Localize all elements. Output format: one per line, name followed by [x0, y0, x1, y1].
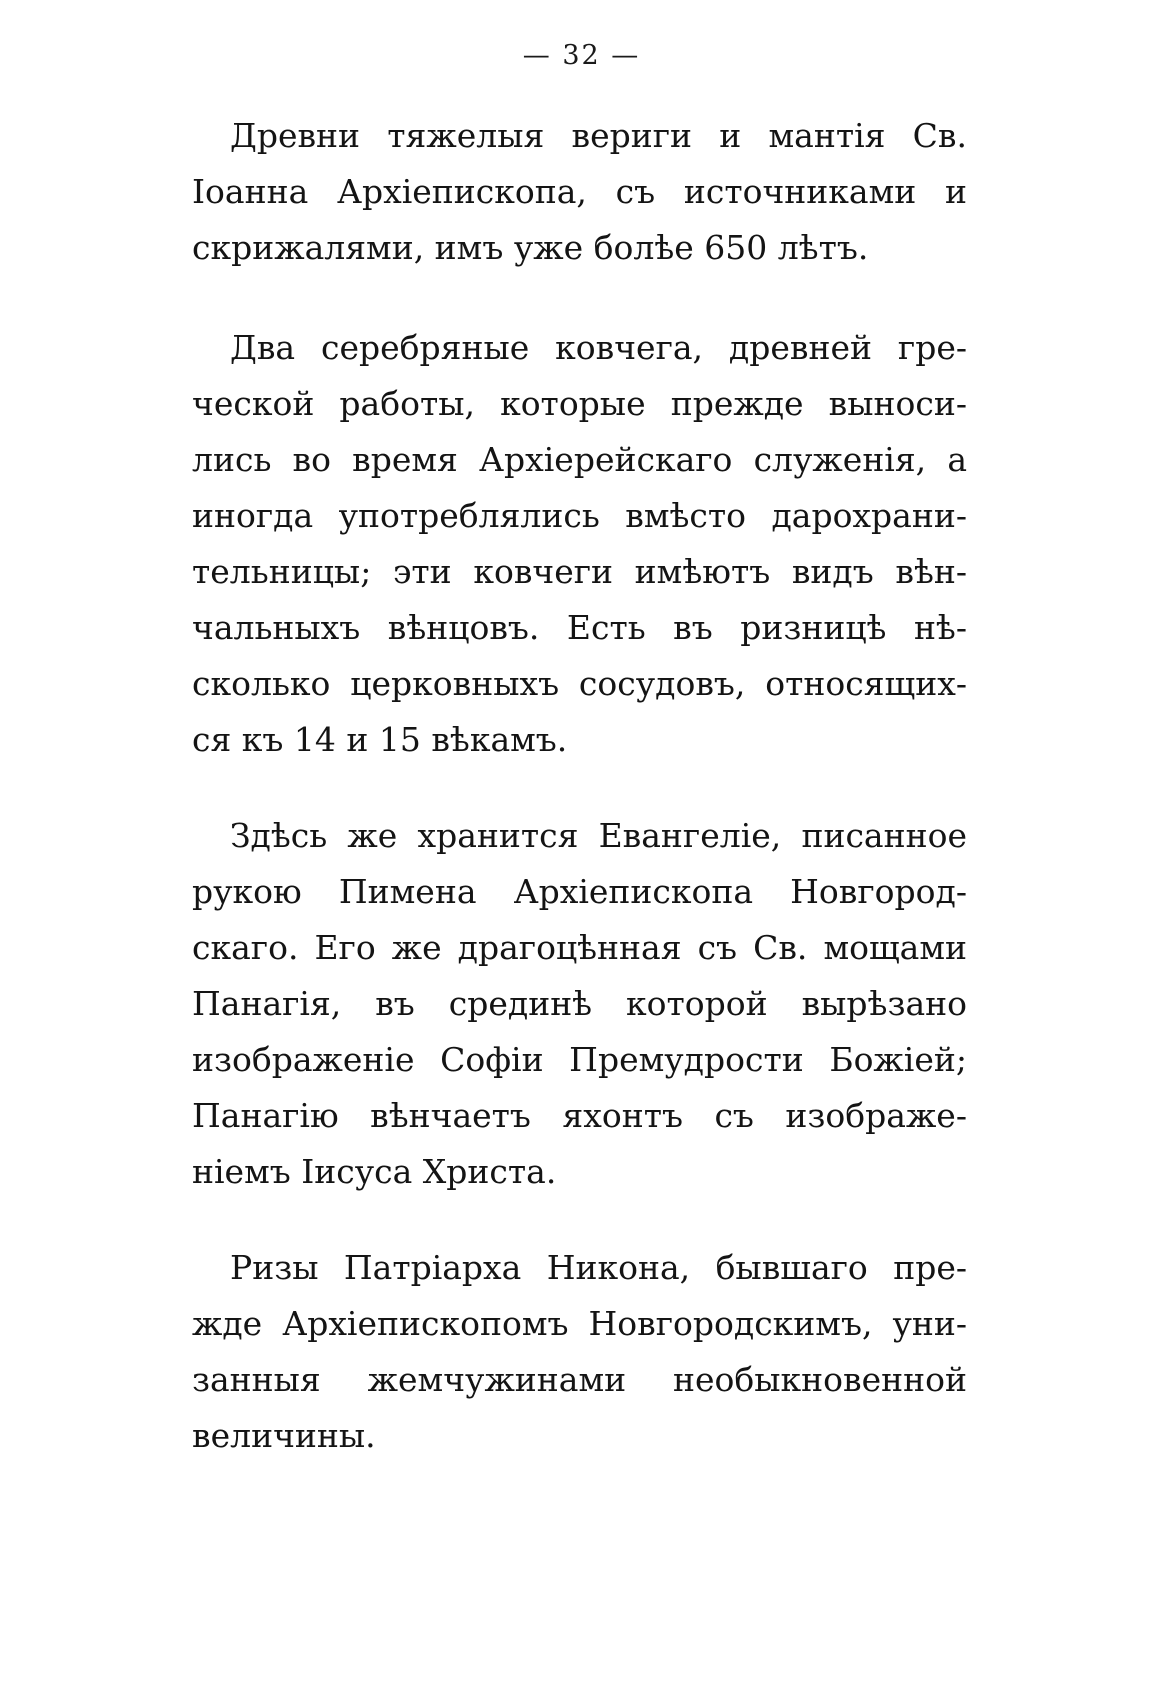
text-line: сколько церковныхъ сосудовъ, относящих-	[192, 664, 967, 703]
text-line: Панагія, въ срединѣ которой вырѣзано	[192, 984, 967, 1023]
text-line: тельницы; эти ковчеги имѣютъ видъ вѣн-	[192, 552, 967, 591]
text-line: Іоанна Архіепископа, съ источниками и	[192, 172, 967, 211]
paragraph-vestments-chains	[192, 108, 967, 276]
paragraph-gospel-panagia	[192, 808, 967, 1200]
text-line: Древни тяжелыя вериги и мантія Св.	[230, 116, 967, 155]
text-line: скаго. Его же драгоцѣнная съ Св. мощами	[192, 928, 967, 967]
text-line: жде Архіепископомъ Новгородскимъ, уни-	[192, 1304, 967, 1343]
text-line: величины.	[192, 1416, 376, 1455]
text-line: скрижалями, имъ уже болѣе 650 лѣтъ.	[192, 228, 869, 267]
text-line: ніемъ Іисуса Христа.	[192, 1152, 557, 1191]
text-line: Ризы Патріарха Никона, бывшаго пре-	[230, 1248, 967, 1287]
text-line: лись во время Архіерейскаго служенія, а	[192, 440, 967, 479]
text-line: ся къ 14 и 15 вѣкамъ.	[192, 720, 568, 759]
text-line: Два серебряные ковчега, древней гре-	[230, 328, 967, 367]
text-line: рукою Пимена Архіепископа Новгород-	[192, 872, 967, 911]
page-number: — 32 —	[522, 40, 641, 71]
text-line: иногда употреблялись вмѣсто дарохрани-	[192, 496, 967, 535]
text-line: чальныхъ вѣнцовъ. Есть въ ризницѣ нѣ-	[192, 608, 967, 647]
paragraph-nikon-robes	[192, 1240, 967, 1464]
text-line: ческой работы, которые прежде выноси-	[192, 384, 967, 423]
text-line: занныя жемчужинами необыкновенной	[192, 1360, 967, 1399]
paragraph-silver-arks	[192, 320, 967, 768]
text-line: Панагію вѣнчаетъ яхонтъ съ изображе-	[192, 1096, 967, 1135]
text-line: Здѣсь же хранится Евангеліе, писанное	[230, 816, 967, 855]
text-line: изображеніе Софіи Премудрости Божіей;	[192, 1040, 967, 1079]
